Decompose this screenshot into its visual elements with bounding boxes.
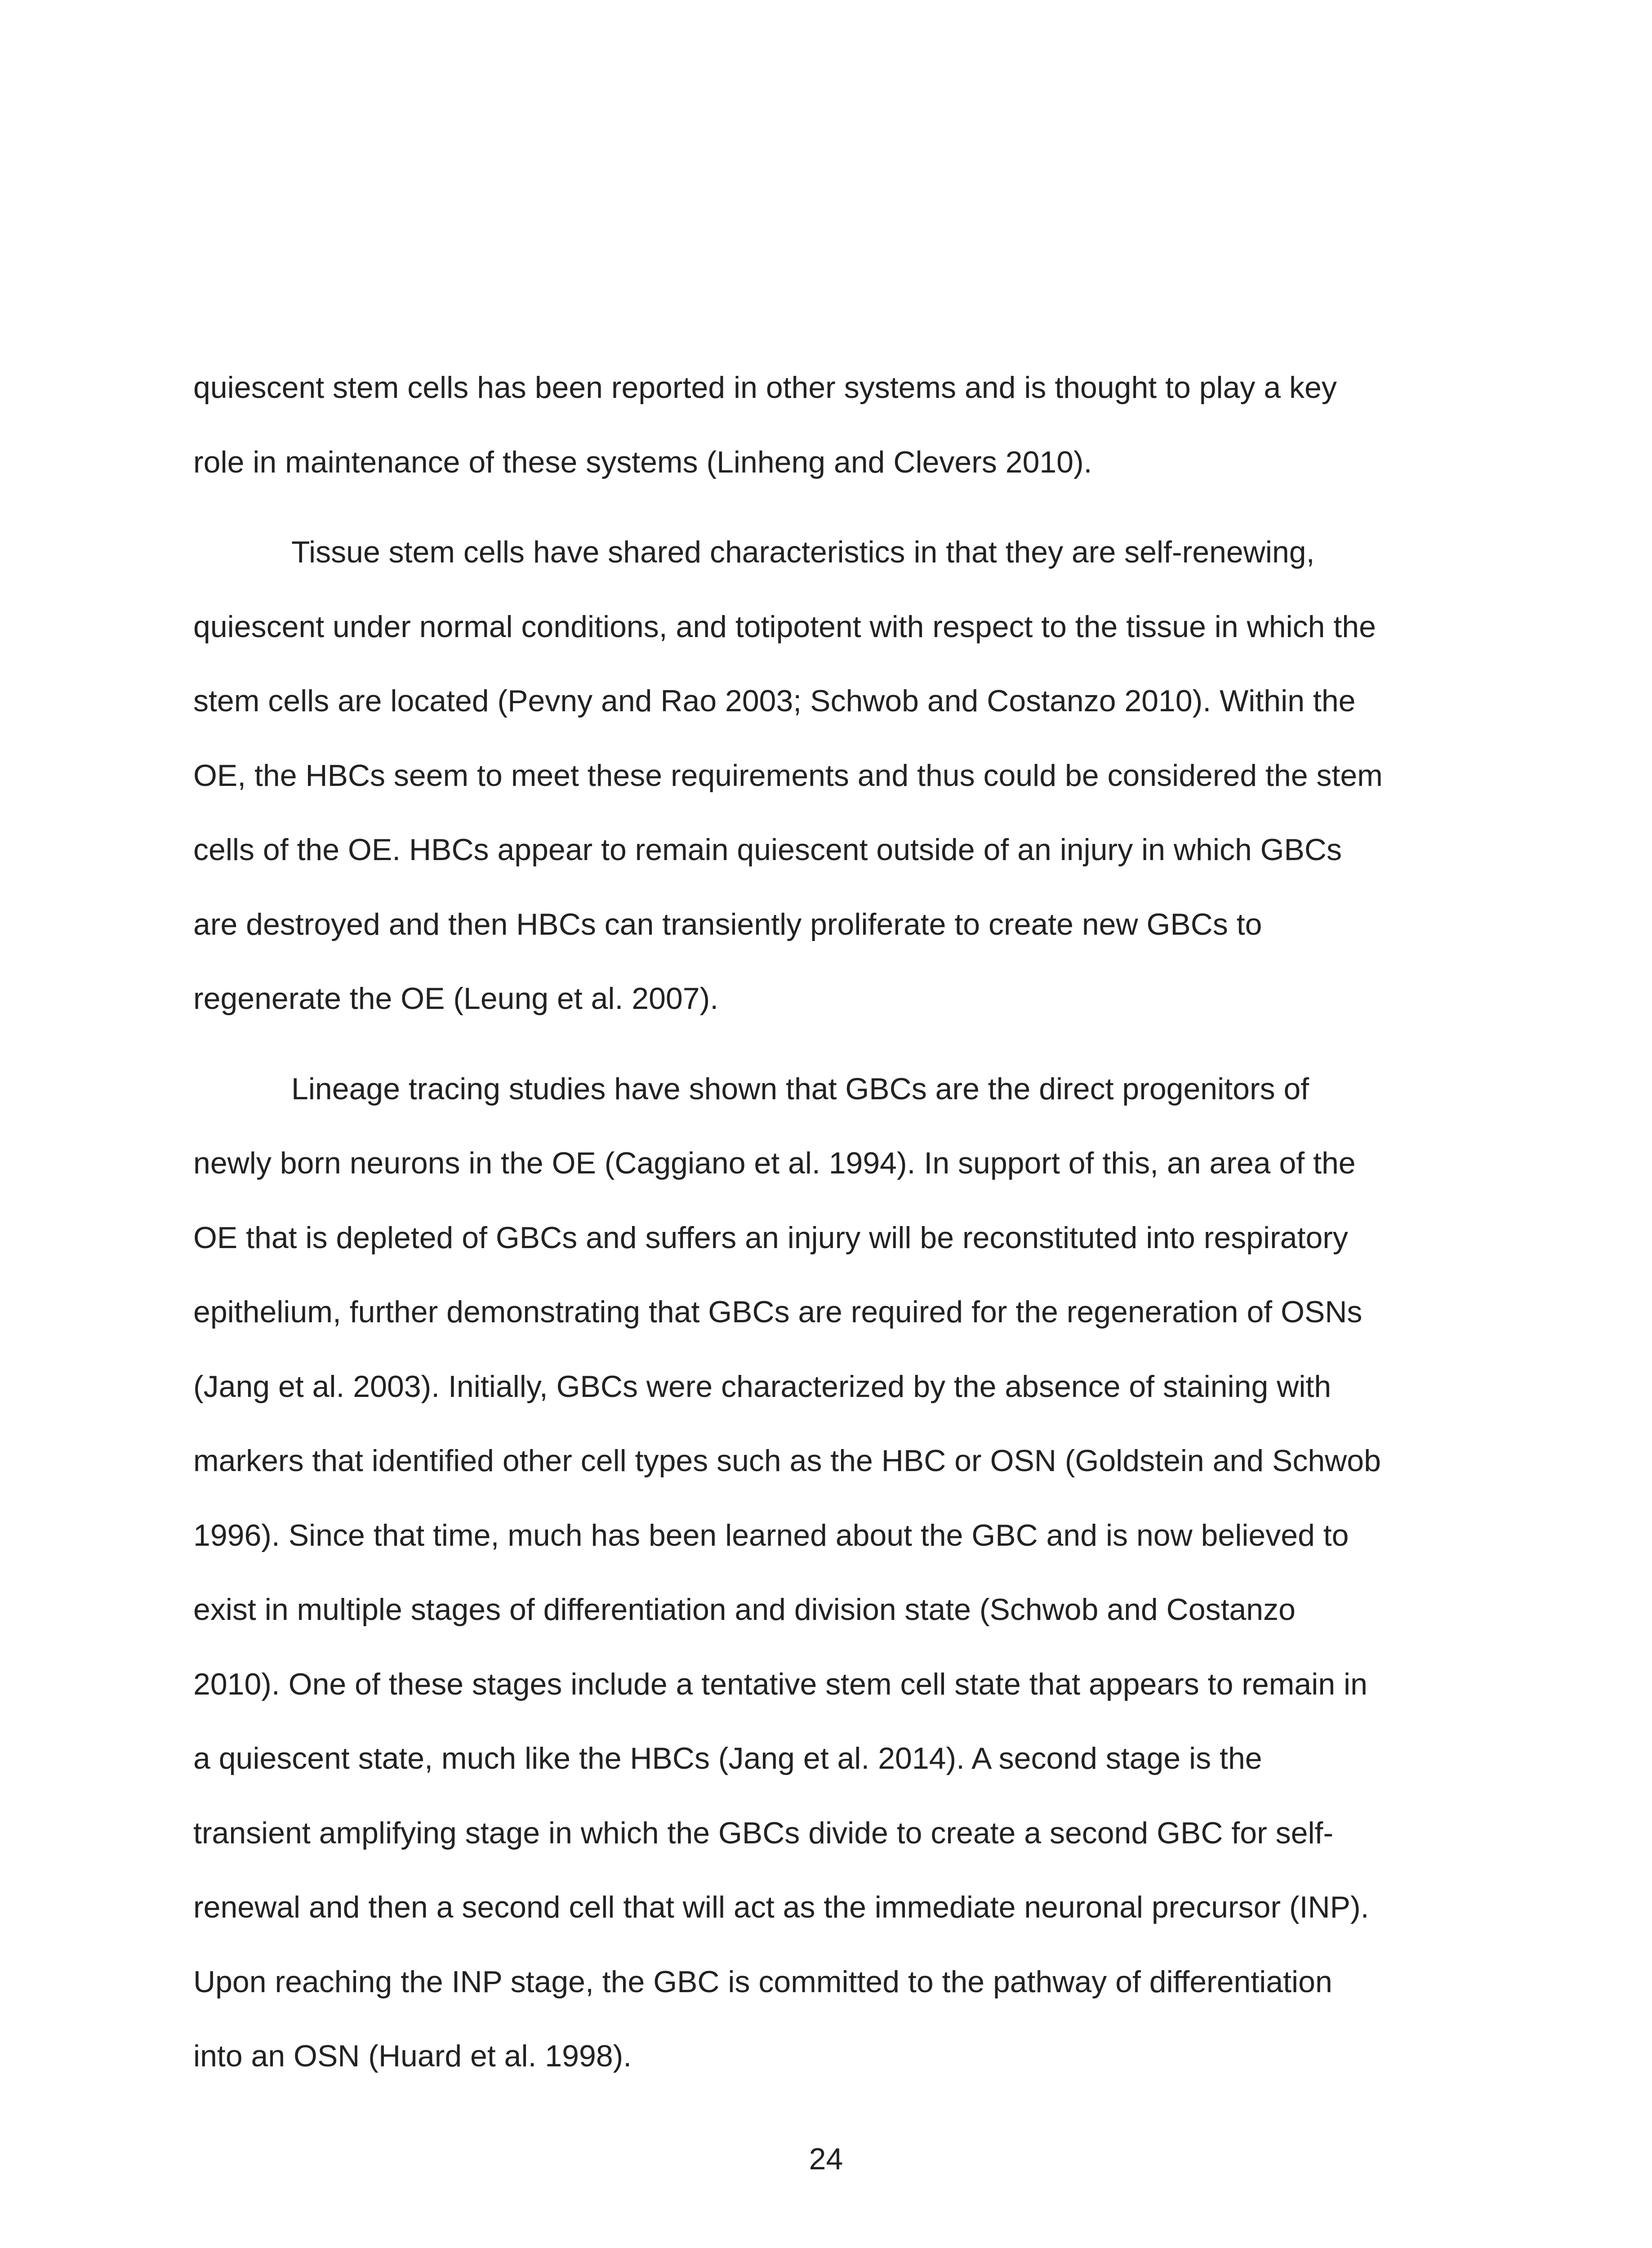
text-line: exist in multiple stages of differentiation and division state (Schwob and Costanzo — [193, 1592, 1296, 1627]
text-line: a quiescent state, much like the HBCs (Jang et al. 2014). A second stage is the — [193, 1741, 1262, 1775]
text-line: (Jang et al. 2003). Initially, GBCs were characterized by the absence of staining with — [193, 1369, 1331, 1404]
text-line: cells of the OE. HBCs appear to remain quiescent outside of an injury in which GBCs — [193, 833, 1342, 867]
text-line: Lineage tracing studies have shown that GBCs are the direct progenitors of — [291, 1071, 1309, 1106]
text-line: Tissue stem cells have shared characteristics in that they are self-renewing, — [291, 535, 1315, 569]
text-line: regenerate the OE (Leung et al. 2007). — [193, 981, 719, 1016]
text-line: OE, the HBCs seem to meet these requirements and thus could be considered the stem — [193, 758, 1383, 793]
text-line: 1996). Since that time, much has been learned about the GBC and is now believed to — [193, 1518, 1349, 1552]
text-line: OE that is depleted of GBCs and suffers an injury will be reconstituted into respiratory — [193, 1220, 1348, 1255]
text-line: into an OSN (Huard et al. 1998). — [193, 2039, 632, 2073]
paragraph-gap — [193, 500, 1479, 515]
text-line: quiescent under normal conditions, and totipotent with respect to the tissue in which the — [193, 609, 1376, 644]
text-line: transient amplifying stage in which the GBCs divide to create a second GBC for self- — [193, 1815, 1334, 1850]
text-line: quiescent stem cells has been reported in other systems and is thought to play a key — [193, 370, 1337, 405]
text-line: renewal and then a second cell that will act as the immediate neuronal precursor (INP). — [193, 1890, 1369, 1924]
text-line: Upon reaching the INP stage, the GBC is committed to the pathway of differentiation — [193, 1964, 1332, 1999]
page-number: 24 — [809, 2142, 843, 2176]
text-line: stem cells are located (Pevny and Rao 2003; Schwob and Costanzo 2010). Within the — [193, 684, 1356, 718]
paragraph-3 — [193, 1052, 1479, 2094]
text-line: role in maintenance of these systems (Linheng and Clevers 2010). — [193, 445, 1092, 479]
text-line: are destroyed and then HBCs can transiently proliferate to create new GBCs to — [193, 907, 1262, 941]
paragraph-2 — [193, 515, 1479, 1036]
text-line: newly born neurons in the OE (Caggiano et al. 1994). In support of this, an area of the — [193, 1146, 1356, 1180]
text-line: markers that identified other cell types such as the HBC or OSN (Goldstein and Schwob — [193, 1444, 1381, 1478]
body-text — [193, 351, 1479, 2094]
text-line: 2010). One of these stages include a tentative stem cell state that appears to remain in — [193, 1667, 1367, 1701]
text-line: epithelium, further demonstrating that GBCs are required for the regeneration of OSNs — [193, 1295, 1363, 1329]
paragraph-1 — [193, 351, 1479, 500]
paragraph-gap — [193, 1036, 1479, 1052]
